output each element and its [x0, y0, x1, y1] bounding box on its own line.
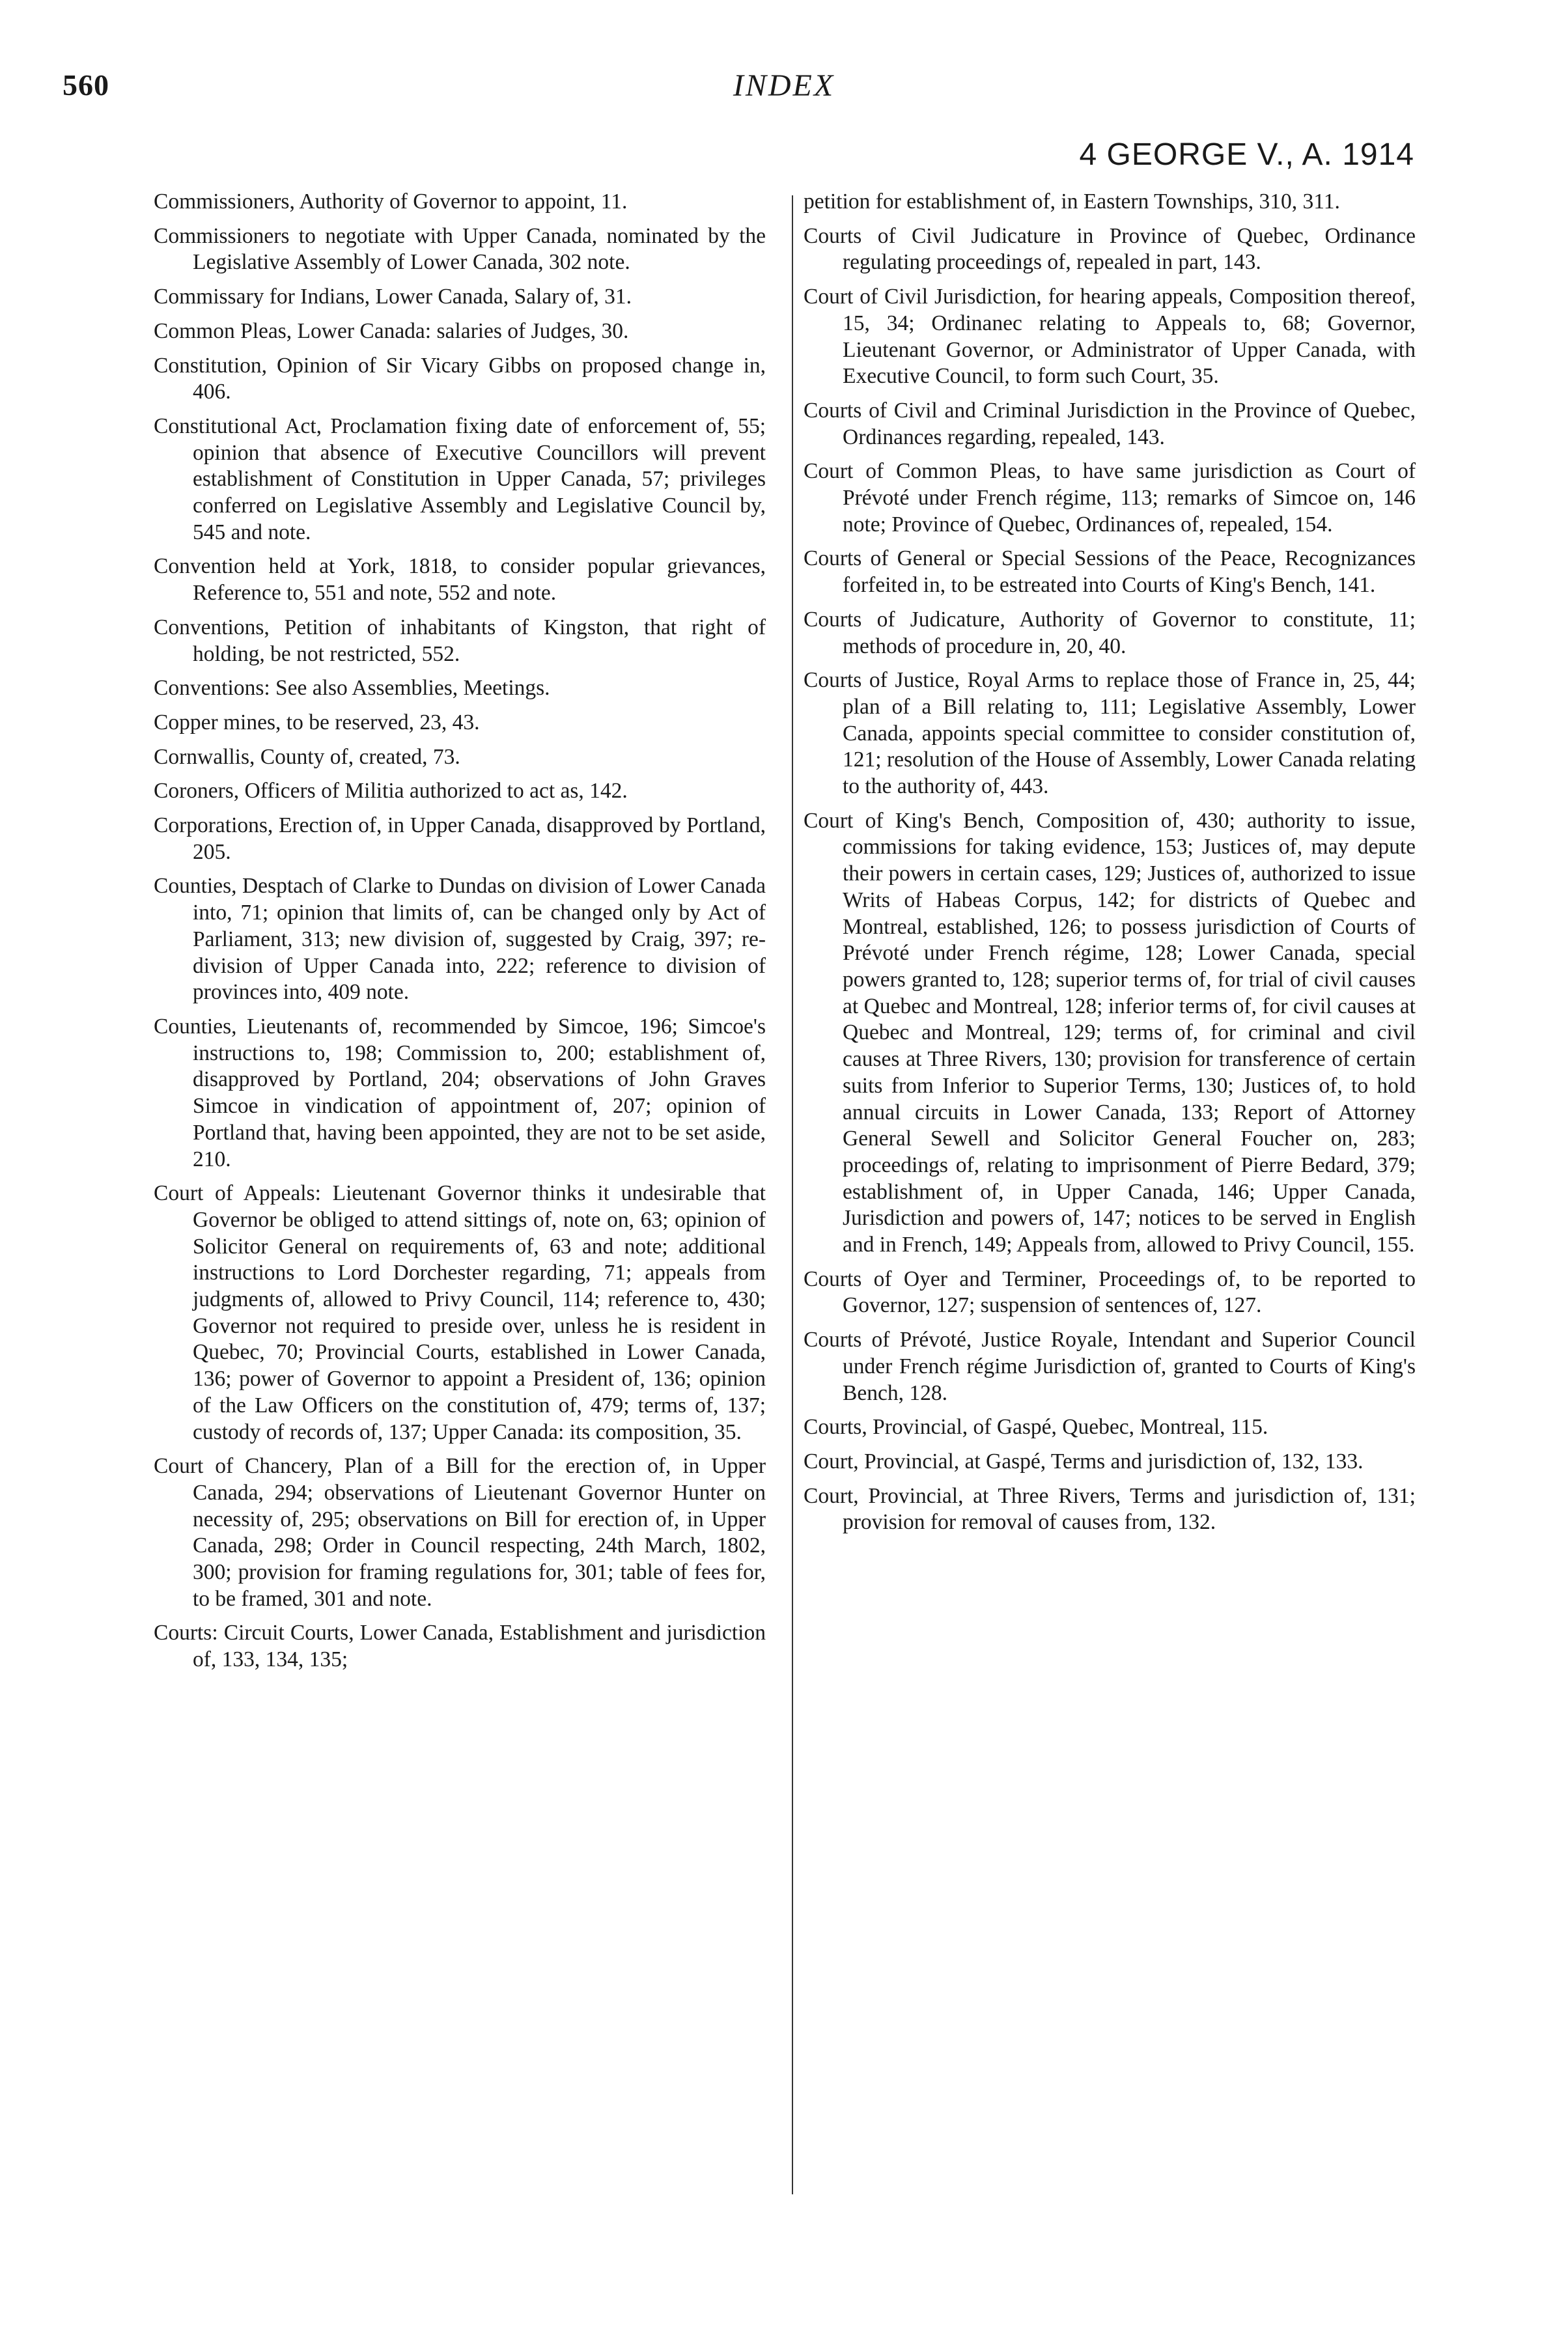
index-entry: Copper mines, to be reserved, 23, 43. [154, 710, 480, 734]
index-entry: Courts of Civil and Criminal Jurisdiction in the Province of Quebec, Ordinances regarding, repealed, 143. [804, 398, 1416, 449]
index-entry: Courts of Prévoté, Justice Royale, Intendant and Superior Council under French régime Jurisdiction of, granted to Courts of King's Bench, 128. [804, 1328, 1416, 1405]
index-entry: Courts, Provincial, of Gaspé, Quebec, Montreal, 115. [804, 1415, 1268, 1440]
session-label: 4 GEORGE V., A. 1914 [1079, 137, 1414, 172]
index-entry: Courts: Circuit Courts, Lower Canada, Establishment and jurisdiction of, 133, 134, 135; [154, 1621, 766, 1672]
index-entry: Constitution, Opinion of Sir Vicary Gibbs on proposed change in, 406. [154, 353, 766, 404]
index-column-left [154, 189, 766, 1681]
index-entry: Courts of Civil Judicature in Province of Quebec, Ordinance regulating proceedings of, repealed in part, 143. [804, 223, 1416, 275]
index-entry: Constitutional Act, Proclamation fixing date of enforcement of, 55; opinion that absence of Executive Councillors will prevent establishment of Constitution in Upper Canada, 57; privileges conferred on Legislative Assembly and Legislative Council by, 545 and note. [154, 413, 766, 544]
index-entry: Courts of Justice, Royal Arms to replace those of France in, 25, 44; plan of a Bill relating to, 111; Legislative Assembly, Lower Canada, appoints special committee to consider constitution of, 121; resolution of the House of Assembly, Lower Canada relating to the authority of, 443. [804, 668, 1416, 799]
index-entry: Court of Chancery, Plan of a Bill for the erection of, in Upper Canada, 294; observations of Lieutenant Governor Hunter on necessity of, 295; observations on Bill for erection of, in Upper Canada, 298; Order in Council respecting, 24th March, 1802, 300; provision for framing regulations for, 301; table of fees for, to be framed, 301 and note. [154, 1454, 766, 1611]
index-entry: Courts of Oyer and Terminer, Proceedings of, to be reported to Governor, 127; suspension of sentences of, 127. [804, 1266, 1416, 1318]
index-entry: Convention held at York, 1818, to consider popular grievances, Reference to, 551 and note, 552 and note. [154, 554, 766, 606]
index-column-right [804, 189, 1416, 1544]
index-entry: Court of Common Pleas, to have same jurisdiction as Court of Prévoté under French régime, 113; remarks of Simcoe on, 146 note; Province of Quebec, Ordinances of, repealed, 154. [804, 459, 1416, 537]
page-number: 560 [63, 68, 109, 102]
index-entry: Corporations, Erection of, in Upper Canada, disapproved by Portland, 205. [154, 813, 766, 864]
index-entry: Court, Provincial, at Three Rivers, Terms and jurisdiction of, 131; provision for removal of causes from, 132. [804, 1483, 1416, 1535]
index-entry: Common Pleas, Lower Canada: salaries of Judges, 30. [154, 318, 629, 343]
column-divider [792, 195, 793, 2194]
index-entry: Commissioners, Authority of Governor to appoint, 11. [154, 189, 628, 214]
index-entry: Court of King's Bench, Composition of, 430; authority to issue, commissions for taking evidence, 153; Justices of, may depute their powers in certain cases, 129; Justices of, authorized to issue Writs of Habeas Corpus, 142; for districts of Quebec and Montreal, established, 126; to possess jurisdiction of Courts of Prévoté under French régime, 128; Lower Canada, special powers granted to, 128; superior terms of, for trial of civil causes at Quebec and Montreal, 128; inferior terms of, for civil causes at Quebec and Montreal, 129; terms of, for criminal and civil causes at Three Rivers, 130; provision for transference of certain suits from Inferior to Superior Terms, 130; Justices of, to hold annual circuits in Lower Canada, 133; Report of Attorney General Sewell and Solicitor General Foucher on, 283; proceedings of, relating to imprisonment of Pierre Bedard, 379; establishment of, in Upper Canada, 146; Upper Canada, Jurisdiction and powers of, 147; notices to be served in English and in French, 149; Appeals from, allowed to Privy Council, 155. [804, 808, 1416, 1257]
index-entry: Coroners, Officers of Militia authorized to act as, 142. [154, 779, 628, 804]
index-entry: Courts of Judicature, Authority of Governor to constitute, 11; methods of procedure in, 20, 40. [804, 607, 1416, 658]
index-entry: Court of Appeals: Lieutenant Governor thinks it undesirable that Governor be obliged to attend sittings of, note on, 63; opinion of Solicitor General on requirements of, 63 and note; additional instructions to Lord Dorchester regarding, 71; appeals from judgments of, allowed to Privy Council, 114; reference to, 430; Governor not required to preside over, unless he is resident in Quebec, 70; Provincial Courts, established in Lower Canada, 136; power of Governor to appoint a President of, 136; opinion of the Law Officers on the constitution of, 479; terms of, 137; custody of records of, 137; Upper Canada: its composition, 35. [154, 1181, 766, 1444]
index-entry: Counties, Lieutenants of, recommended by Simcoe, 196; Simcoe's instructions to, 198; Commission to, 200; establishment of, disapproved by Portland, 204; observations of John Graves Simcoe in vindication of appointment of, 207; opinion of Portland that, having been appointed, they are not to be set aside, 210. [154, 1014, 766, 1171]
index-entry: Commissary for Indians, Lower Canada, Salary of, 31. [154, 285, 632, 309]
index-entry: Courts of General or Special Sessions of the Peace, Recognizances forfeited in, to be estreated into Courts of King's Bench, 141. [804, 546, 1416, 598]
index-entry: Conventions: See also Assemblies, Meetings. [154, 676, 550, 701]
index-entry: Counties, Desptach of Clarke to Dundas on division of Lower Canada into, 71; opinion that limits of, can be changed only by Act of Parliament, 313; new division of, suggested by Craig, 397; re-division of Upper Canada into, 222; reference to division of provinces into, 409 note. [154, 874, 766, 1005]
index-entry: Commissioners to negotiate with Upper Canada, nominated by the Legislative Assembly of Lower Canada, 302 note. [154, 223, 766, 275]
index-entry: Court of Civil Jurisdiction, for hearing appeals, Composition thereof, 15, 34; Ordinanec relating to Appeals to, 68; Governor, Lieutenant Governor, or Administrator of Upper Canada, with Executive Council, to form such Court, 35. [804, 285, 1416, 389]
index-entry: petition for establishment of, in Eastern Townships, 310, 311. [804, 189, 1340, 214]
index-entry: Court, Provincial, at Gaspé, Terms and jurisdiction of, 132, 133. [804, 1449, 1364, 1474]
index-entry: Conventions, Petition of inhabitants of Kingston, that right of holding, be not restricted, 552. [154, 615, 766, 666]
index-entry: Cornwallis, County of, created, 73. [154, 744, 460, 769]
page-title: INDEX [733, 68, 835, 103]
